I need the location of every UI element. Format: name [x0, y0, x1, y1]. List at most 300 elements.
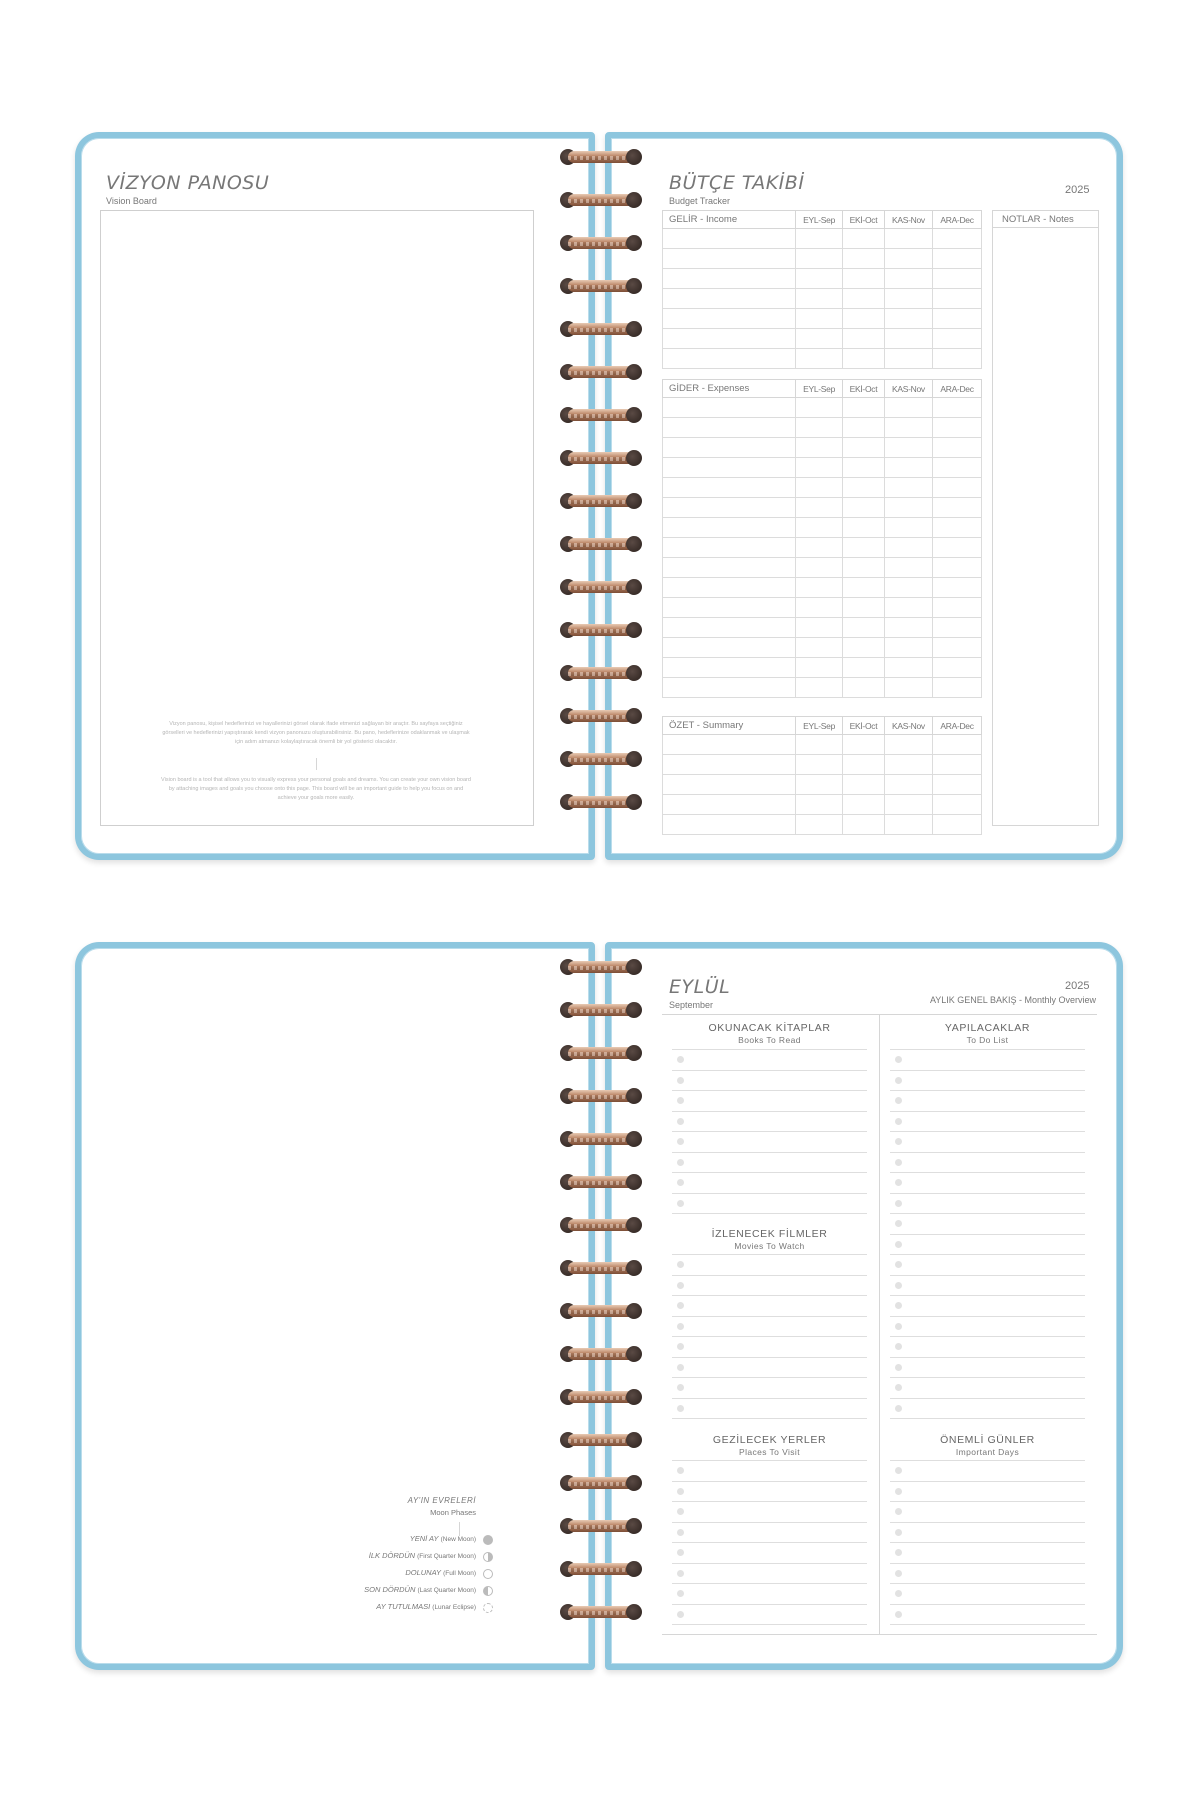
ring-wire-shine: [568, 371, 634, 375]
list-item[interactable]: [672, 1090, 867, 1091]
table-row[interactable]: [663, 349, 982, 369]
table-cell[interactable]: [933, 538, 982, 558]
list-item[interactable]: [672, 1131, 867, 1132]
table-cell[interactable]: [843, 438, 885, 458]
table-cell[interactable]: [663, 478, 796, 498]
ring-wire-shine: [568, 414, 634, 418]
table-cell[interactable]: [663, 598, 796, 618]
table-row[interactable]: [663, 678, 982, 698]
ring-hole: [626, 407, 642, 423]
list-item[interactable]: [672, 1563, 867, 1564]
ring-hole: [626, 1088, 642, 1104]
table-cell[interactable]: [884, 349, 932, 369]
table-row[interactable]: [663, 598, 982, 618]
table-cell[interactable]: [796, 638, 843, 658]
list-item[interactable]: [890, 1316, 1085, 1317]
table-cell[interactable]: [933, 578, 982, 598]
list-item[interactable]: [890, 1418, 1085, 1419]
table-cell[interactable]: [843, 815, 885, 835]
table-cell[interactable]: [796, 438, 843, 458]
list-item[interactable]: [672, 1357, 867, 1358]
monthly-overview-page: [605, 942, 1123, 1670]
spiral-ring: [560, 1302, 642, 1320]
table-cell[interactable]: [884, 815, 932, 835]
table-cell[interactable]: [843, 678, 885, 698]
table-cell[interactable]: [933, 478, 982, 498]
table-row[interactable]: [663, 658, 982, 678]
table-cell[interactable]: [843, 735, 885, 755]
table-cell[interactable]: [663, 398, 796, 418]
table-row[interactable]: [663, 775, 982, 795]
phase-name: DOLUNAY: [405, 1568, 442, 1577]
table-cell[interactable]: [884, 269, 932, 289]
table-cell[interactable]: [933, 418, 982, 438]
list-item[interactable]: [890, 1295, 1085, 1296]
spiral-ring: [560, 363, 642, 381]
table-cell[interactable]: [843, 638, 885, 658]
table-cell[interactable]: [933, 775, 982, 795]
table-row[interactable]: [663, 478, 982, 498]
table-cell[interactable]: [796, 678, 843, 698]
ring-hole: [626, 1260, 642, 1276]
table-row[interactable]: [663, 438, 982, 458]
table-cell[interactable]: [843, 458, 885, 478]
list-item[interactable]: [672, 1398, 867, 1399]
ring-hole: [626, 1432, 642, 1448]
places-title: GEZİLECEK YERLER: [712, 1434, 827, 1446]
table-cell[interactable]: [843, 398, 885, 418]
table-row[interactable]: [663, 735, 982, 755]
table-row[interactable]: [663, 538, 982, 558]
table-cell[interactable]: [933, 558, 982, 578]
list-item[interactable]: [672, 1501, 867, 1502]
list-item[interactable]: [890, 1275, 1085, 1276]
income-table: [662, 210, 982, 369]
list-item[interactable]: [890, 1152, 1085, 1153]
ring-hole: [626, 751, 642, 767]
ring-hole: [626, 1217, 642, 1233]
table-cell[interactable]: [796, 478, 843, 498]
spiral-ring: [560, 578, 642, 596]
spiral-ring: [560, 1603, 642, 1621]
table-cell[interactable]: [663, 309, 796, 329]
list-item[interactable]: [890, 1522, 1085, 1523]
bullet-icon: [895, 1220, 902, 1227]
list-item[interactable]: [890, 1563, 1085, 1564]
list-item[interactable]: [672, 1583, 867, 1584]
table-cell[interactable]: [843, 578, 885, 598]
phase-name-en: (Lunar Eclipse): [432, 1604, 476, 1611]
table-cell[interactable]: [884, 498, 932, 518]
ring-wire-shine: [568, 586, 634, 590]
list-item[interactable]: [672, 1295, 867, 1296]
table-cell[interactable]: [933, 678, 982, 698]
phase-name: YENİ AY: [409, 1534, 439, 1543]
table-cell[interactable]: [663, 458, 796, 478]
bullet-icon: [895, 1364, 902, 1371]
table-cell[interactable]: [663, 755, 796, 775]
table-cell[interactable]: [933, 795, 982, 815]
table-cell[interactable]: [884, 678, 932, 698]
table-cell[interactable]: [884, 755, 932, 775]
table-cell[interactable]: [796, 518, 843, 538]
spiral-ring: [560, 1560, 642, 1578]
list-item[interactable]: [672, 1604, 867, 1605]
table-cell[interactable]: [663, 795, 796, 815]
list-item[interactable]: [890, 1090, 1085, 1091]
table-cell[interactable]: [843, 598, 885, 618]
table-cell[interactable]: [843, 349, 885, 369]
list-item[interactable]: [672, 1481, 867, 1482]
table-cell[interactable]: [884, 478, 932, 498]
table-row[interactable]: [663, 558, 982, 578]
table-row[interactable]: [663, 498, 982, 518]
table-row[interactable]: [663, 229, 982, 249]
list-item[interactable]: [890, 1501, 1085, 1502]
table-cell[interactable]: [796, 498, 843, 518]
table-row[interactable]: [663, 795, 982, 815]
table-cell[interactable]: [933, 598, 982, 618]
table-cell[interactable]: [933, 249, 982, 269]
list-item[interactable]: [672, 1193, 867, 1194]
table-row[interactable]: [663, 638, 982, 658]
list-item[interactable]: [672, 1275, 867, 1276]
ring-wire-shine: [568, 1095, 634, 1099]
table-cell[interactable]: [796, 598, 843, 618]
table-cell[interactable]: [884, 249, 932, 269]
list-item[interactable]: [672, 1070, 867, 1071]
list-item[interactable]: [672, 1172, 867, 1173]
table-cell[interactable]: [933, 638, 982, 658]
table-cell[interactable]: [843, 618, 885, 638]
table-cell[interactable]: [933, 498, 982, 518]
table-cell[interactable]: [796, 815, 843, 835]
bullet-icon: [677, 1405, 684, 1412]
table-cell[interactable]: [663, 538, 796, 558]
list-item[interactable]: [890, 1111, 1085, 1112]
table-cell[interactable]: [796, 309, 843, 329]
ring-wire-shine: [568, 1310, 634, 1314]
ring-wire-shine: [568, 1138, 634, 1142]
table-cell[interactable]: [933, 229, 982, 249]
list-item[interactable]: [890, 1172, 1085, 1173]
ring-wire-shine: [568, 1052, 634, 1056]
table-cell[interactable]: [843, 658, 885, 678]
spiral-ring: [560, 750, 642, 768]
table-cell[interactable]: [884, 658, 932, 678]
books-title: OKUNACAK KİTAPLAR: [708, 1022, 831, 1034]
ring-wire-shine: [568, 629, 634, 633]
spiral-binding: [560, 132, 620, 860]
page-subtitle: Budget Tracker: [669, 196, 731, 206]
ring-hole: [626, 1174, 642, 1190]
ring-wire-shine: [568, 758, 634, 762]
table-cell[interactable]: [663, 438, 796, 458]
table-cell[interactable]: [884, 438, 932, 458]
table-cell[interactable]: [843, 558, 885, 578]
list-item[interactable]: [672, 1213, 867, 1214]
table-cell[interactable]: [796, 755, 843, 775]
list-item[interactable]: [890, 1624, 1085, 1625]
table-cell[interactable]: [884, 538, 932, 558]
table-cell[interactable]: [796, 775, 843, 795]
books-subtitle: Books To Read: [738, 1035, 801, 1045]
bullet-icon: [895, 1118, 902, 1125]
bullet-icon: [895, 1467, 902, 1474]
table-cell[interactable]: [933, 458, 982, 478]
table-cell[interactable]: [663, 558, 796, 578]
table-cell[interactable]: [933, 438, 982, 458]
table-cell[interactable]: [884, 795, 932, 815]
table-cell[interactable]: [663, 229, 796, 249]
bullet-icon: [895, 1097, 902, 1104]
list-item[interactable]: [890, 1357, 1085, 1358]
spread-monthly-overview: [0, 942, 1200, 1670]
table-cell[interactable]: [796, 658, 843, 678]
table-row[interactable]: [663, 458, 982, 478]
table-cell[interactable]: [843, 498, 885, 518]
bullet-icon: [895, 1200, 902, 1207]
table-cell[interactable]: [796, 578, 843, 598]
ring-hole: [626, 959, 642, 975]
list-item[interactable]: [672, 1624, 867, 1625]
table-row[interactable]: [663, 418, 982, 438]
table-cell[interactable]: [663, 418, 796, 438]
table-cell[interactable]: [933, 329, 982, 349]
table-cell[interactable]: [663, 815, 796, 835]
table-row[interactable]: [663, 269, 982, 289]
places-subtitle: Places To Visit: [739, 1447, 800, 1457]
table-cell[interactable]: [663, 269, 796, 289]
full-moon-icon: [483, 1569, 493, 1579]
month-header: EKİ-Oct: [843, 380, 885, 398]
table-cell[interactable]: [843, 775, 885, 795]
spiral-ring: [560, 191, 642, 209]
bullet-icon: [677, 1261, 684, 1268]
table-cell[interactable]: [843, 329, 885, 349]
table-cell[interactable]: [796, 349, 843, 369]
list-item[interactable]: [890, 1336, 1085, 1337]
table-cell[interactable]: [663, 329, 796, 349]
month-header: EYL-Sep: [796, 211, 843, 229]
bullet-icon: [677, 1611, 684, 1618]
table-cell[interactable]: [796, 558, 843, 578]
table-cell[interactable]: [843, 538, 885, 558]
notes-header: NOTLAR - Notes: [992, 211, 1098, 228]
list-item[interactable]: [890, 1481, 1085, 1482]
list-item[interactable]: [890, 1193, 1085, 1194]
table-cell[interactable]: [933, 618, 982, 638]
table-cell[interactable]: [843, 795, 885, 815]
ring-hole: [626, 321, 642, 337]
ring-wire-shine: [568, 328, 634, 332]
table-cell[interactable]: [884, 558, 932, 578]
bullet-icon: [895, 1282, 902, 1289]
list-item[interactable]: [890, 1234, 1085, 1235]
table-cell[interactable]: [884, 329, 932, 349]
month-header: KAS-Nov: [884, 211, 932, 229]
table-row[interactable]: [663, 815, 982, 835]
table-cell[interactable]: [884, 775, 932, 795]
table-cell[interactable]: [884, 735, 932, 755]
table-cell[interactable]: [843, 289, 885, 309]
table-cell[interactable]: [663, 775, 796, 795]
spiral-ring: [560, 1001, 642, 1019]
table-cell[interactable]: [663, 735, 796, 755]
table-row[interactable]: [663, 755, 982, 775]
table-cell[interactable]: [843, 229, 885, 249]
bullet-icon: [895, 1529, 902, 1536]
summary-table: [662, 716, 982, 835]
ring-hole: [626, 1346, 642, 1362]
table-cell[interactable]: [843, 269, 885, 289]
table-cell[interactable]: [843, 309, 885, 329]
table-cell[interactable]: [843, 478, 885, 498]
list-item[interactable]: [890, 1604, 1085, 1605]
table-row[interactable]: [663, 309, 982, 329]
table-cell[interactable]: [933, 518, 982, 538]
table-cell[interactable]: [796, 249, 843, 269]
table-cell[interactable]: [796, 735, 843, 755]
list-item[interactable]: [890, 1583, 1085, 1584]
list-item[interactable]: [672, 1316, 867, 1317]
table-cell[interactable]: [843, 418, 885, 438]
summary-header: ÖZET - Summary: [663, 717, 796, 735]
table-cell[interactable]: [663, 249, 796, 269]
bullet-icon: [895, 1405, 902, 1412]
table-cell[interactable]: [933, 349, 982, 369]
table-row[interactable]: [663, 518, 982, 538]
table-row[interactable]: [663, 329, 982, 349]
table-cell[interactable]: [796, 269, 843, 289]
table-cell[interactable]: [663, 678, 796, 698]
table-cell[interactable]: [843, 518, 885, 538]
ring-hole: [626, 192, 642, 208]
ring-hole: [626, 1518, 642, 1534]
table-cell[interactable]: [796, 418, 843, 438]
bullet-icon: [677, 1200, 684, 1207]
bullet-icon: [677, 1364, 684, 1371]
bullet-icon: [895, 1611, 902, 1618]
expense-rows: [663, 398, 982, 698]
vision-description-en: Vision board is a tool that allows you to visually express your personal goals and dreams. You can create your own vision board by attaching images and goals you choose onto this page. This board will be an important guide to help you focus on and achieve your goals more easily.: [161, 777, 471, 801]
bullet-icon: [677, 1529, 684, 1536]
table-cell[interactable]: [663, 618, 796, 638]
ring-hole: [626, 708, 642, 724]
moon-phase-row: [216, 1551, 476, 1560]
table-cell[interactable]: [933, 269, 982, 289]
moon-phase-row: [216, 1602, 476, 1611]
bullet-icon: [677, 1097, 684, 1104]
table-row[interactable]: [663, 289, 982, 309]
table-cell[interactable]: [884, 229, 932, 249]
table-cell[interactable]: [884, 458, 932, 478]
ring-hole: [626, 1604, 642, 1620]
table-cell[interactable]: [884, 398, 932, 418]
table-row[interactable]: [663, 249, 982, 269]
month-header: EYL-Sep: [796, 717, 843, 735]
table-cell[interactable]: [663, 289, 796, 309]
list-item[interactable]: [890, 1377, 1085, 1378]
list-item[interactable]: [890, 1070, 1085, 1071]
table-row[interactable]: [663, 618, 982, 638]
table-cell[interactable]: [884, 289, 932, 309]
list-item[interactable]: [672, 1522, 867, 1523]
table-cell[interactable]: [796, 289, 843, 309]
list-item[interactable]: [890, 1398, 1085, 1399]
table-cell[interactable]: [884, 309, 932, 329]
table-cell[interactable]: [884, 578, 932, 598]
spiral-ring: [560, 1130, 642, 1148]
table-cell[interactable]: [843, 249, 885, 269]
table-cell[interactable]: [663, 638, 796, 658]
moon-phases-page: [75, 942, 595, 1670]
table-cell[interactable]: [663, 658, 796, 678]
ring-wire-shine: [568, 543, 634, 547]
moon-phases-title: AY'IN EVRELERİ: [407, 1496, 476, 1505]
list-item[interactable]: [672, 1111, 867, 1112]
table-row[interactable]: [663, 578, 982, 598]
table-cell[interactable]: [663, 518, 796, 538]
list-item[interactable]: [890, 1213, 1085, 1214]
table-cell[interactable]: [933, 755, 982, 775]
table-cell[interactable]: [796, 329, 843, 349]
list-item[interactable]: [672, 1336, 867, 1337]
table-cell[interactable]: [884, 598, 932, 618]
list-item[interactable]: [890, 1131, 1085, 1132]
spread-vision-budget: [0, 132, 1200, 860]
bullet-icon: [677, 1488, 684, 1495]
table-cell[interactable]: [933, 289, 982, 309]
table-cell[interactable]: [663, 349, 796, 369]
list-item[interactable]: [890, 1542, 1085, 1543]
table-cell[interactable]: [933, 815, 982, 835]
table-cell[interactable]: [884, 618, 932, 638]
list-item[interactable]: [672, 1152, 867, 1153]
table-cell[interactable]: [884, 418, 932, 438]
list-item[interactable]: [672, 1418, 867, 1419]
table-cell[interactable]: [933, 735, 982, 755]
table-cell[interactable]: [843, 755, 885, 775]
table-row[interactable]: [663, 398, 982, 418]
list-item[interactable]: [672, 1377, 867, 1378]
list-item[interactable]: [890, 1254, 1085, 1255]
table-cell[interactable]: [796, 618, 843, 638]
table-cell[interactable]: [796, 398, 843, 418]
table-cell[interactable]: [933, 398, 982, 418]
table-cell[interactable]: [663, 498, 796, 518]
table-cell[interactable]: [884, 638, 932, 658]
table-cell[interactable]: [796, 458, 843, 478]
table-cell[interactable]: [884, 518, 932, 538]
bullet-icon: [895, 1241, 902, 1248]
table-cell[interactable]: [933, 309, 982, 329]
table-cell[interactable]: [933, 658, 982, 678]
income-header: GELİR - Income: [663, 211, 796, 229]
table-cell[interactable]: [663, 578, 796, 598]
column-divider: [879, 1014, 880, 1634]
list-item[interactable]: [672, 1542, 867, 1543]
movies-title: İZLENECEK FİLMLER: [711, 1228, 828, 1240]
table-cell[interactable]: [796, 795, 843, 815]
ring-hole: [626, 794, 642, 810]
bullet-icon: [677, 1508, 684, 1515]
bullet-icon: [677, 1570, 684, 1577]
first-quarter-moon-icon: [483, 1552, 493, 1562]
table-cell[interactable]: [796, 229, 843, 249]
table-cell[interactable]: [796, 538, 843, 558]
spiral-ring: [560, 449, 642, 467]
